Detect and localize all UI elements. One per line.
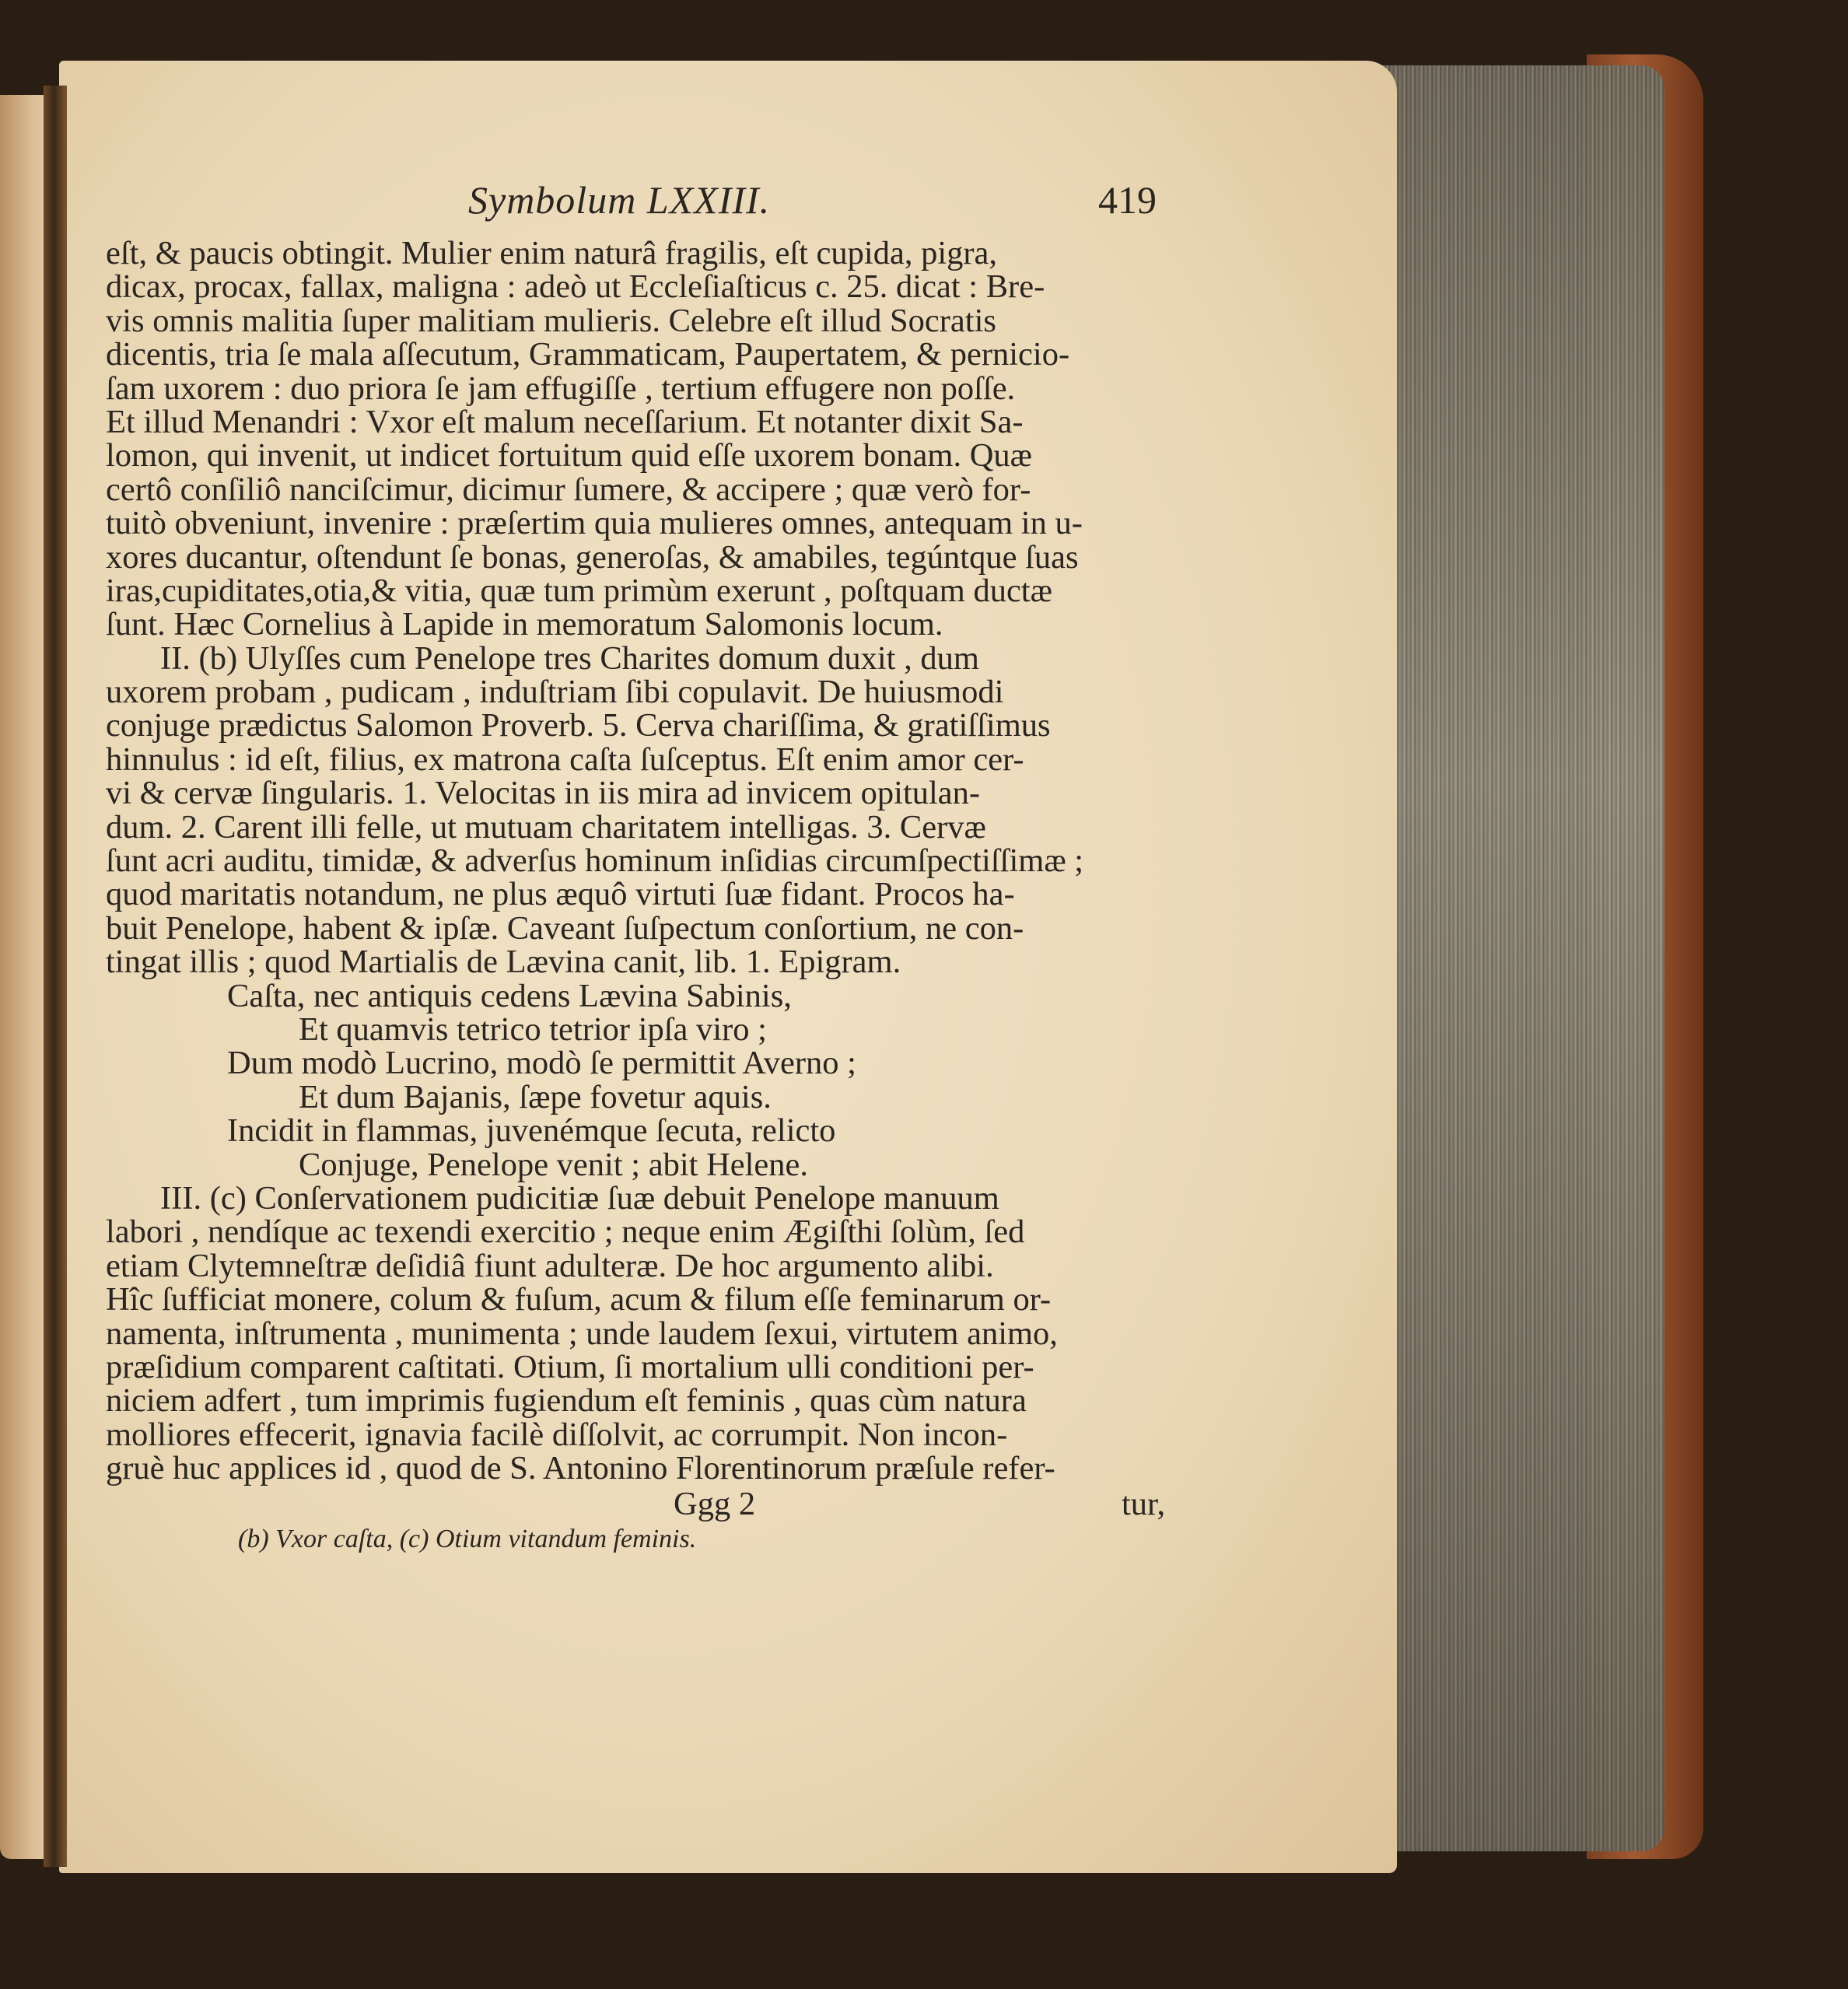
text-line: III. (c) Conſervationem pudicitiæ ſuæ debuit Penelope manuum xyxy=(160,1179,999,1217)
text-line: Et illud Menandri : Vxor eſt malum neceſſarium. Et notanter dixit Sa- xyxy=(106,403,1024,440)
text-line: vi & cervæ ſingularis. 1. Velocitas in iis mira ad invicem opitulan- xyxy=(106,775,981,812)
text-line: Hîc ſufficiat monere, colum & fuſum, acum & filum eſſe feminarum or- xyxy=(106,1281,1052,1318)
text-line: ſunt acri auditu, timidæ, & adverſus hominum inſidias circumſpectiſſimæ ; xyxy=(106,842,1084,880)
verse-line: Et quamvis tetrico tetrior ipſa viro ; xyxy=(299,1010,767,1048)
paragraph-1 xyxy=(106,236,1195,642)
text-line: gruè huc applices id , quod de S. Antonino Florentinorum præſule refer- xyxy=(106,1450,1055,1487)
page-number: 419 xyxy=(1098,178,1157,222)
text-line: dicentis, tria ſe mala aſſecutum, Grammaticam, Paupertatem, & pernicio- xyxy=(106,336,1070,373)
paragraph-3 xyxy=(106,1179,1195,1487)
text-line: ſunt. Hæc Cornelius à Lapide in memoratum Salomonis locum. xyxy=(106,606,943,643)
text-line: xores ducantur, oſtendunt ſe bonas, generoſas, & amabiles, tegúntque ſuas xyxy=(106,538,1079,576)
running-head xyxy=(106,177,1195,236)
text-line: quod maritatis notandum, ne plus æquô virtuti ſuæ fidant. Procos ha- xyxy=(106,876,1015,913)
text-line: dum. 2. Carent illi felle, ut mutuam charitatem intelligas. 3. Cervæ xyxy=(106,808,986,846)
text-line: buit Penelope, habent & ipſæ. Caveant ſuſpectum conſortium, ne con- xyxy=(106,909,1024,947)
paragraph-2 xyxy=(106,639,1195,981)
text-line: lomon, qui invenit, ut indicet fortuitum quid eſſe uxorem bonam. Quæ xyxy=(106,437,1033,474)
text-line: hinnulus : id eſt, filius, ex matrona caſta ſuſceptus. Eſt enim amor cer- xyxy=(106,741,1024,778)
text-line: tuitò obveniunt, invenire : præſertim quia mulieres omnes, antequam in u- xyxy=(106,505,1083,542)
book-gutter xyxy=(44,86,67,1867)
text-line: uxorem probam , pudicam , induſtriam ſibi copulavit. De huiusmodi xyxy=(106,674,1004,711)
text-line: certô conſiliô nanciſcimur, dicimur ſumere, & accipere ; quæ verò for- xyxy=(106,471,1031,508)
text-line: tingat illis ; quod Martialis de Lævina canit, lib. 1. Epigram. xyxy=(106,944,901,981)
text-block xyxy=(106,177,1195,1560)
verse-line: Incidit in flammas, juvenémque ſecuta, relicto xyxy=(227,1112,836,1150)
text-line: namenta, inſtrumenta , munimenta ; unde laudem ſexui, virtutem animo, xyxy=(106,1315,1058,1352)
verse-line: Caſta, nec antiquis cedens Lævina Sabinis, xyxy=(227,977,792,1014)
text-line: vis omnis malitia ſuper malitiam mulieris. Celebre eſt illud Socratis xyxy=(106,302,996,339)
text-line: dicax, procax, fallax, maligna : adeò ut Eccleſiaſticus c. 25. dicat : Bre- xyxy=(106,268,1045,306)
running-title: Symbolum LXXIII. xyxy=(468,178,771,222)
text-line: niciem adfert , tum imprimis fugiendum eſt feminis , quas cùm natura xyxy=(106,1382,1027,1420)
text-line: iras,cupiditates,otia,& vitia, quæ tum primùm exerunt , poſtquam ductæ xyxy=(106,572,1052,609)
signature-row xyxy=(106,1485,1195,1523)
text-line: etiam Clytemneſtræ deſidiâ fiunt adulteræ. De hoc argumento alibi. xyxy=(106,1247,994,1284)
verse-line: Dum modò Lucrino, modò ſe permittit Averno ; xyxy=(227,1045,856,1082)
text-line: II. (b) Ulyſſes cum Penelope tres Charites domum duxit , dum xyxy=(160,639,979,677)
verse-quotation xyxy=(106,979,1195,1182)
text-line: conjuge prædictus Salomon Proverb. 5. Cerva chariſſima, & gratiſſimus xyxy=(106,707,1051,744)
text-line: ſam uxorem : duo priora ſe jam effugiſſe , tertium effugere non poſſe. xyxy=(106,369,1016,407)
catchword: tur, xyxy=(1122,1486,1166,1523)
text-line: labori , nendíque ac texendi exercitio ; neque enim Ægiſthi ſolùm, ſed xyxy=(106,1213,1025,1251)
marginal-notes: (b) Vxor caſta, (c) Otium vitandum feminis. xyxy=(238,1524,697,1553)
verse-line: Et dum Bajanis, ſæpe fovetur aquis. xyxy=(299,1078,772,1115)
text-line: eſt, & paucis obtingit. Mulier enim naturâ fragilis, eſt cupida, pigra, xyxy=(106,235,998,271)
text-line: præſidium comparent caſtitati. Otium, ſi mortalium ulli conditioni per- xyxy=(106,1348,1034,1385)
signature-mark: Ggg 2 xyxy=(674,1486,756,1523)
verse-line: Conjuge, Penelope venit ; abit Helene. xyxy=(299,1146,809,1183)
text-line: molliores effecerit, ignavia facilè diſſolvit, ac corrumpit. Non incon- xyxy=(106,1416,1008,1453)
